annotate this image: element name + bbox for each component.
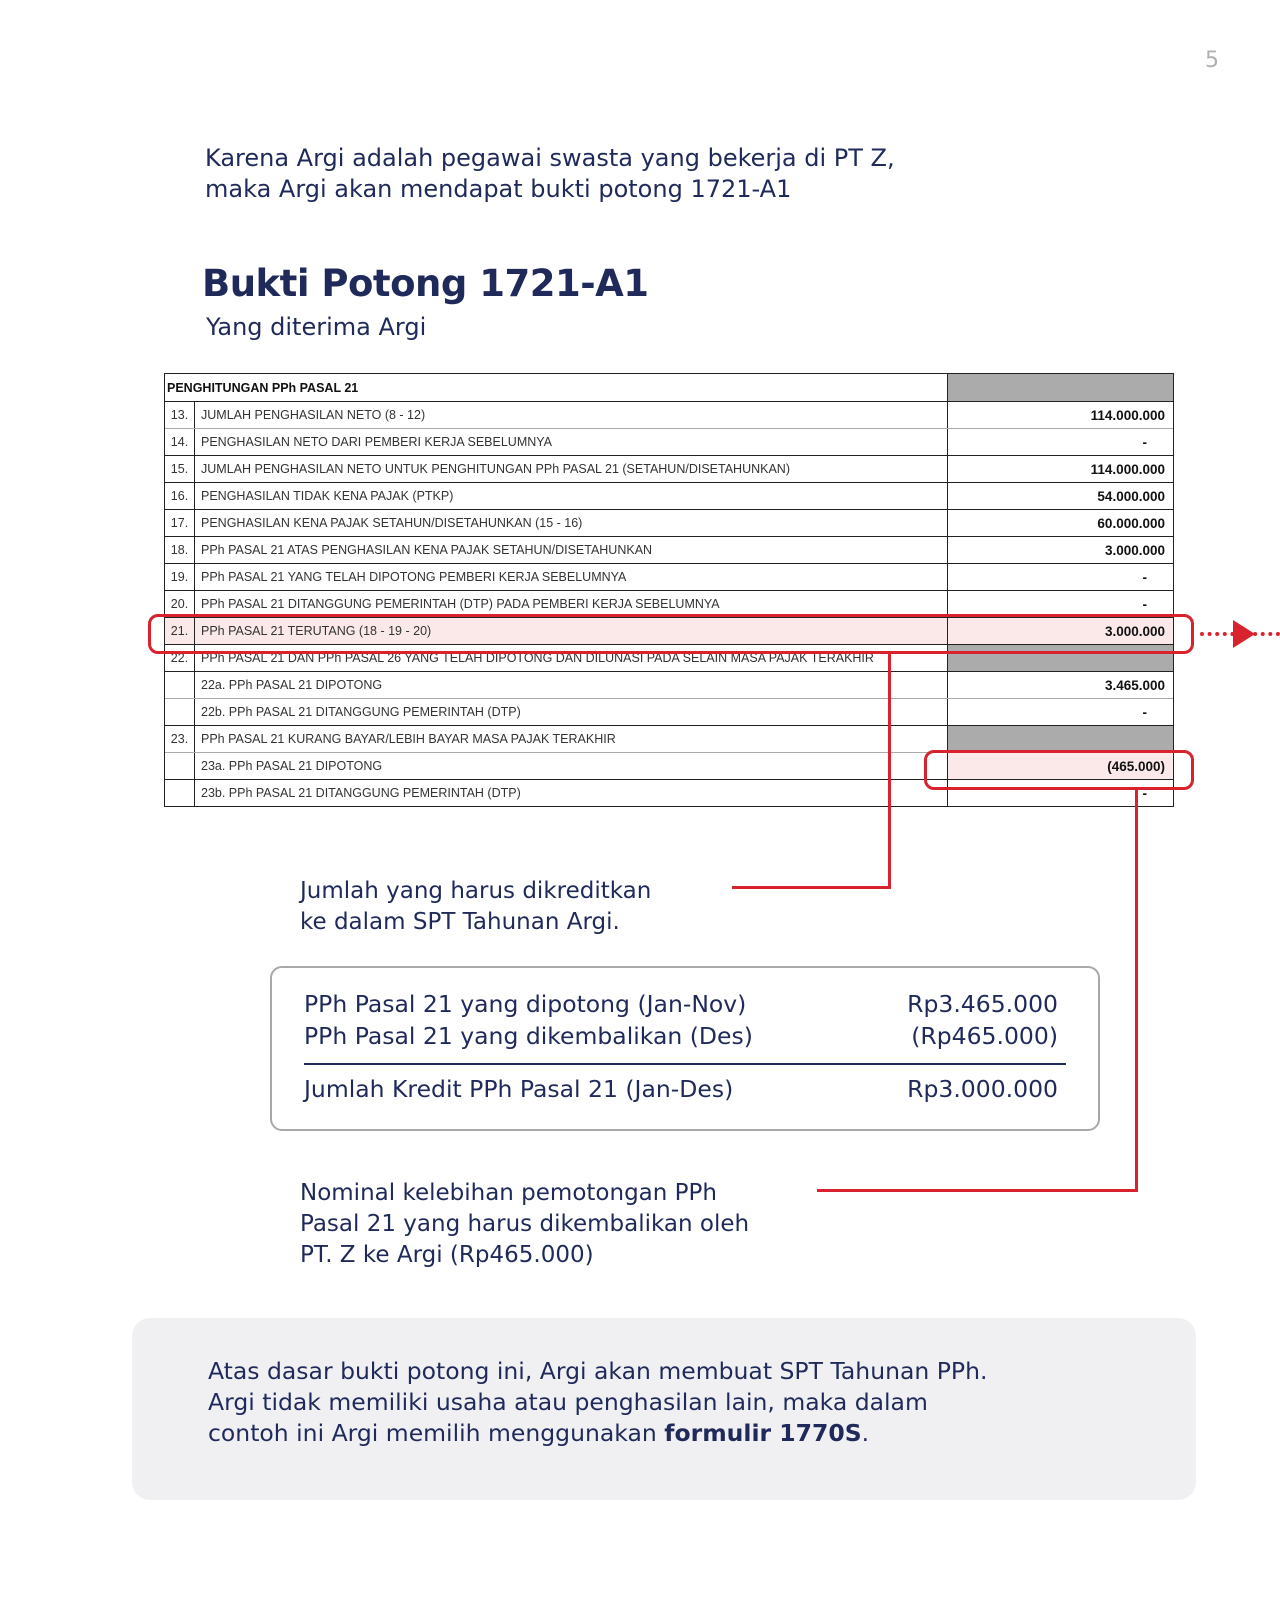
table-row — [165, 455, 1173, 482]
table-header-row — [165, 374, 1173, 401]
annotation-line: Nominal kelebihan pemotongan PPh — [300, 1180, 717, 1206]
row-description: PENGHASILAN NETO DARI PEMBERI KERJA SEBELUMNYA — [195, 429, 948, 455]
table-header: PENGHITUNGAN PPh PASAL 21 — [165, 374, 948, 401]
table-row — [165, 563, 1173, 590]
table-row — [165, 482, 1173, 509]
highlight-box-row-23a — [924, 750, 1194, 790]
note-text-span: . — [861, 1419, 870, 1447]
summary-label: PPh Pasal 21 yang dikembalikan (Des) — [304, 1022, 753, 1050]
annotation-line: PT. Z ke Argi (Rp465.000) — [300, 1242, 594, 1268]
table-row — [165, 401, 1173, 428]
table-row — [165, 509, 1173, 536]
table-row — [165, 536, 1173, 563]
row-number — [165, 699, 195, 725]
row-value: - — [1142, 596, 1147, 612]
credit-annotation — [300, 876, 651, 938]
summary-value: (Rp465.000) — [911, 1022, 1058, 1050]
row-number: 14. — [165, 429, 195, 455]
table-row — [165, 671, 1173, 698]
summary-total-row — [304, 1075, 1058, 1103]
row-value: 3.465.000 — [1104, 677, 1165, 693]
row-description: PPh PASAL 21 TERUTANG (18 - 19 - 20) — [195, 618, 948, 644]
row-value: - — [1142, 569, 1147, 585]
conclusion-note — [132, 1318, 1196, 1500]
table-row — [165, 725, 1173, 752]
summary-value: Rp3.465.000 — [907, 990, 1058, 1018]
note-line — [208, 1418, 987, 1449]
annotation-line: Jumlah yang harus dikreditkan — [300, 878, 652, 904]
note-text-span: contoh ini Argi memilih menggunakan — [208, 1419, 665, 1447]
row-value: 54.000.000 — [1097, 488, 1165, 504]
row-description: PPh PASAL 21 ATAS PENGHASILAN KENA PAJAK SETAHUN/DISETAHUNKAN — [195, 537, 948, 563]
row-description: 22a. PPh PASAL 21 DIPOTONG — [195, 672, 948, 698]
page-title: Bukti Potong 1721-A1 — [202, 262, 649, 305]
summary-divider — [304, 1063, 1066, 1065]
row-description: PPh PASAL 21 DAN PPh PASAL 26 YANG TELAH DIPOTONG DAN DILUNASI PADA SELAIN MASA PAJAK TERAKHIR — [195, 645, 948, 671]
row-description: PENGHASILAN KENA PAJAK SETAHUN/DISETAHUNKAN (15 - 16) — [195, 510, 948, 536]
annotation-line: Pasal 21 yang harus dikembalikan oleh — [300, 1211, 750, 1237]
intro-text — [205, 143, 895, 205]
row-value-highlighted: (465.000) — [948, 753, 1173, 779]
row-number: 21. — [165, 618, 195, 644]
summary-total-value: Rp3.000.000 — [907, 1075, 1058, 1103]
row-description: PPh PASAL 21 YANG TELAH DIPOTONG PEMBERI KERJA SEBELUMNYA — [195, 564, 948, 590]
row-description: 22b. PPh PASAL 21 DITANGGUNG PEMERINTAH (DTP) — [195, 699, 948, 725]
row-number: 20. — [165, 591, 195, 617]
note-text — [208, 1356, 987, 1449]
connector-line — [1135, 789, 1138, 1192]
note-line: Atas dasar bukti potong ini, Argi akan membuat SPT Tahunan PPh. — [208, 1357, 988, 1385]
row-description: PPh PASAL 21 KURANG BAYAR/LEBIH BAYAR MASA PAJAK TERAKHIR — [195, 726, 948, 752]
row-number: 16. — [165, 483, 195, 509]
page-number: 5 — [1205, 48, 1219, 73]
row-description: PENGHASILAN TIDAK KENA PAJAK (PTKP) — [195, 483, 948, 509]
row-number: 13. — [165, 402, 195, 428]
note-form-name: formulir 1770S — [664, 1419, 862, 1447]
row-number: 19. — [165, 564, 195, 590]
arrow-right-icon — [1233, 620, 1255, 648]
page-subtitle: Yang diterima Argi — [206, 313, 427, 341]
row-value: 3.000.000 — [1104, 542, 1165, 558]
row-description: 23a. PPh PASAL 21 DIPOTONG — [195, 753, 948, 779]
intro-line-2: maka Argi akan mendapat bukti potong 1721-A1 — [205, 175, 792, 203]
connector-line — [817, 1189, 1138, 1192]
row-number: 17. — [165, 510, 195, 536]
annotation-line: ke dalam SPT Tahunan Argi. — [300, 909, 620, 935]
grey-cell — [948, 726, 1173, 752]
row-description: PPh PASAL 21 DITANGGUNG PEMERINTAH (DTP) PADA PEMBERI KERJA SEBELUMNYA — [195, 591, 948, 617]
row-description: JUMLAH PENGHASILAN NETO UNTUK PENGHITUNGAN PPh PASAL 21 (SETAHUN/DISETAHUNKAN) — [195, 456, 948, 482]
refund-annotation — [300, 1178, 749, 1271]
row-number: 23. — [165, 726, 195, 752]
tax-form-table — [164, 373, 1174, 807]
row-value: 114.000.000 — [1090, 461, 1165, 477]
row-description: JUMLAH PENGHASILAN NETO (8 - 12) — [195, 402, 948, 428]
row-value: 3.000.000 — [948, 618, 1173, 644]
row-number — [165, 753, 195, 779]
row-value: - — [1142, 785, 1147, 801]
table-row — [165, 698, 1173, 725]
summary-row — [304, 1022, 1058, 1050]
header-grey-cell — [948, 374, 1173, 401]
credit-summary-box — [270, 966, 1100, 1131]
row-number — [165, 672, 195, 698]
connector-line — [888, 652, 891, 889]
intro-line-1: Karena Argi adalah pegawai swasta yang bekerja di PT Z, — [205, 144, 895, 172]
row-number: 18. — [165, 537, 195, 563]
row-number: 15. — [165, 456, 195, 482]
row-number: 22. — [165, 645, 195, 671]
row-value: 60.000.000 — [1097, 515, 1165, 531]
row-value: - — [1142, 434, 1147, 450]
summary-row — [304, 990, 1058, 1018]
summary-total-label: Jumlah Kredit PPh Pasal 21 (Jan-Des) — [304, 1075, 734, 1103]
row-description: 23b. PPh PASAL 21 DITANGGUNG PEMERINTAH (DTP) — [195, 780, 948, 806]
row-value: 114.000.000 — [1090, 407, 1165, 423]
highlight-box-row-21 — [148, 614, 1194, 654]
table-row — [165, 428, 1173, 455]
note-line: Argi tidak memiliki usaha atau penghasilan lain, maka dalam — [208, 1388, 928, 1416]
row-value: - — [1142, 704, 1147, 720]
connector-line — [732, 886, 891, 889]
summary-label: PPh Pasal 21 yang dipotong (Jan-Nov) — [304, 990, 747, 1018]
table-row — [165, 590, 1173, 617]
row-number — [165, 780, 195, 806]
